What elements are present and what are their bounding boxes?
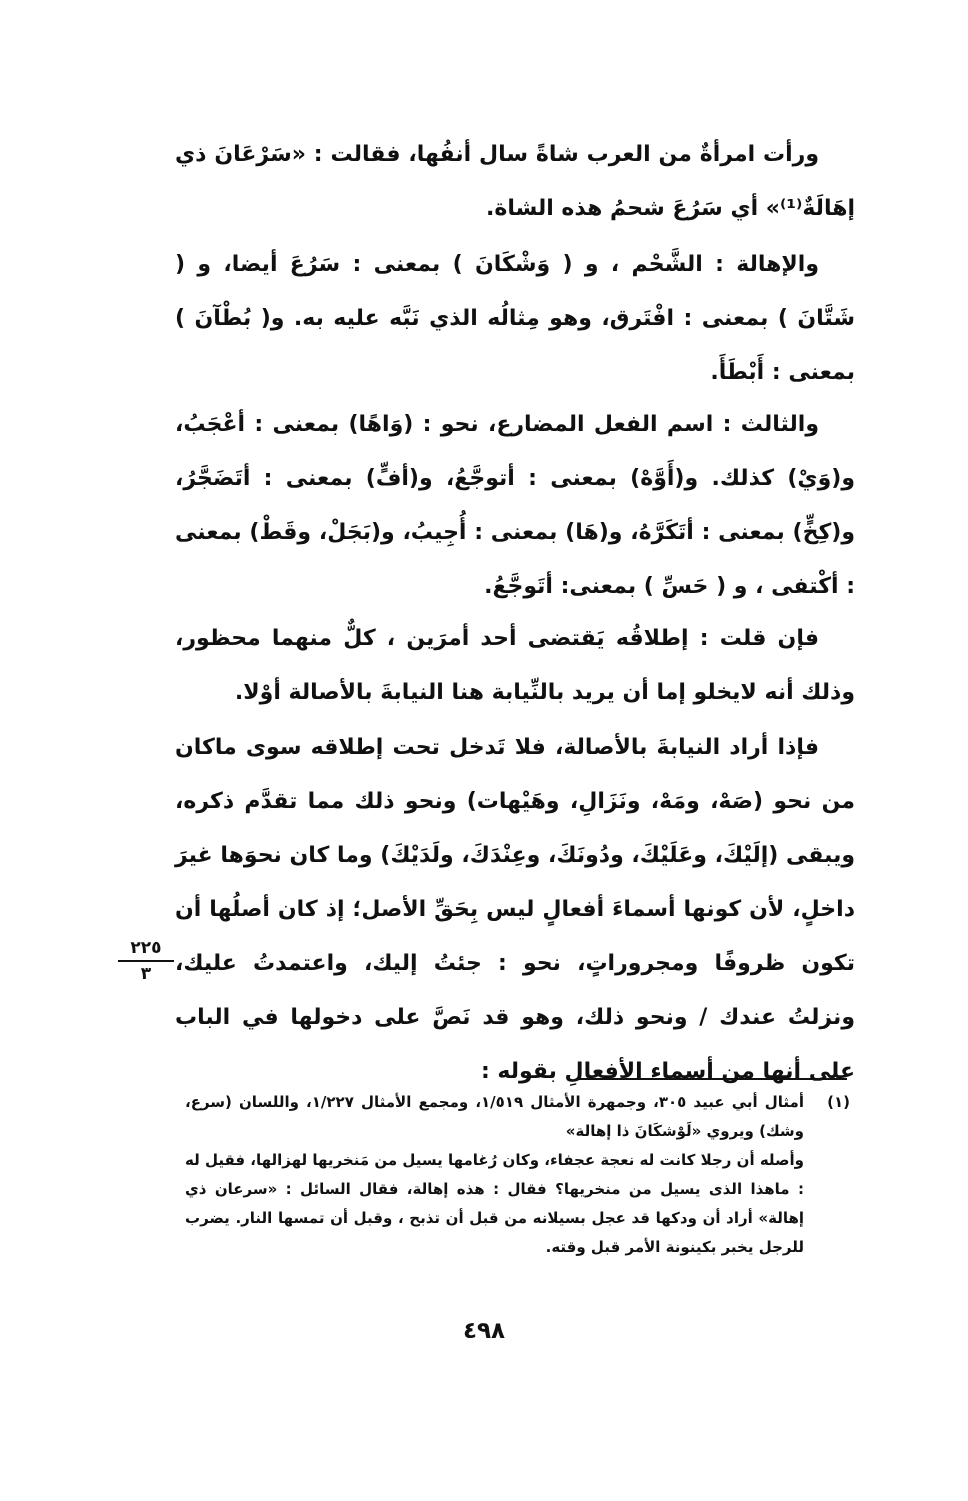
footnote-1 [185,1088,850,1262]
marginal-folio-reference [118,938,174,984]
footnote-body [185,1088,804,1262]
marginal-numerator: ٢٢٥ [118,938,174,962]
paragraph-1-text: ورأت امرأةٌ من العرب شاةً سال أنفُها، فقالت : «سَرْعَانَ ذي إهَالَةٌ⁽¹⁾» أي سَرُعَ شحمُ هذه الشاة. [175,142,855,221]
paragraph-4 [175,612,855,720]
paragraph-2-text: والإهالة : الشَّحْم ، و ( وَشْكَانَ ) بمعنى : سَرُعَ أيضا، و ( شَتَّانَ ) بمعنى : افْتَرق، وهو مِثالُه الذي نَبَّه عليه به. و( بُطْآنَ ) بمعنى : أَبْطَأَ. [175,252,855,385]
footnote-line-1: أمثال أبي عبيد ٣٠٥، وجمهرة الأمثال ١/٥١٩، ومجمع الأمثال ١/٢٢٧، واللسان (سرع، وشك) ويروي «لَوْشكَانَ ذا إهالة» [185,1093,804,1140]
footnote-line-2: وأصله أن رجلا كانت له نعجة عجفاء، وكان رُغامها يسيل من مَنخريها لهزالها، فقيل له : ماهذا الذى يسيل من منخريها؟ فقال : هذه إهالة، فقال السائل : «سرعان ذي إهالة» أراد أن ودكها قد عجل بسيلانه من قبل أن تذبح ، وقبل أن تمسها النار. يضرب للرجل يخبر بكينونة الأمر قبل وقته. [185,1151,804,1256]
footnotes-section [185,1088,850,1262]
paragraph-5-text: فإذا أراد النيابةَ بالأصالة، فلا تَدخل تحت إطلاقه سوى ماكان من نحو (صَهْ، ومَهْ، ونَزَالِ، وهَيْهات) ونحو ذلك مما تقدَّم ذكره، ويبقى (إلَيْكَ، وعَلَيْكَ، ودُونَكَ، وعِنْدَكَ، ولَدَيْكَ) وما كان نحوَها غيرَ داخلٍ، لأن كونها أسماءَ أفعالٍ ليس بِحَقِّ الأصل؛ إذ كان أصلُها أن تكون ظروفًا ومجروراتٍ، نحو : جئتُ إليك، واعتمدتُ عليك، ونزلتُ عندك / ونحو ذلك، وهو قد نَصَّ على دخولها في الباب على أنها من أسماء الأفعالِ بقوله : [175,735,855,1084]
marginal-denominator: ٣ [140,964,152,984]
page-number: ٤٩٨ [462,1318,506,1344]
paragraph-3-text: والثالث : اسم الفعل المضارع، نحو : (وَاهًا) بمعنى : أعْجَبُ، و(وَيْ) كذلك. و(أَوَّهْ) بمعنى : أتوجَّعُ، و(أفٍّ) بمعنى : أتَضَجَّرُ، و(كِخٍّ) بمعنى : أتَكَرَّهُ، و(هَا) بمعنى : أُجِيبُ، و(بَجَلْ، وقَطْ) بمعنى : أكْتفى ، و ( حَسِّ ) بمعنى: أتَوجَّعُ. [175,412,855,599]
footnote-marker: (١) [827,1093,850,1111]
paragraph-1 [175,128,855,236]
paragraph-2 [175,238,855,400]
paragraph-3 [175,398,855,614]
footnote-divider [577,1078,847,1080]
paragraph-5 [175,721,855,1099]
paragraph-4-text: فإن قلت : إطلاقُه يَقتضى أحد أمرَين ، كلٌّ منهما محظور، وذلك أنه لايخلو إما أن يريد بالنِّيابة هنا النيابةَ بالأصالة أوْلا. [175,626,855,705]
